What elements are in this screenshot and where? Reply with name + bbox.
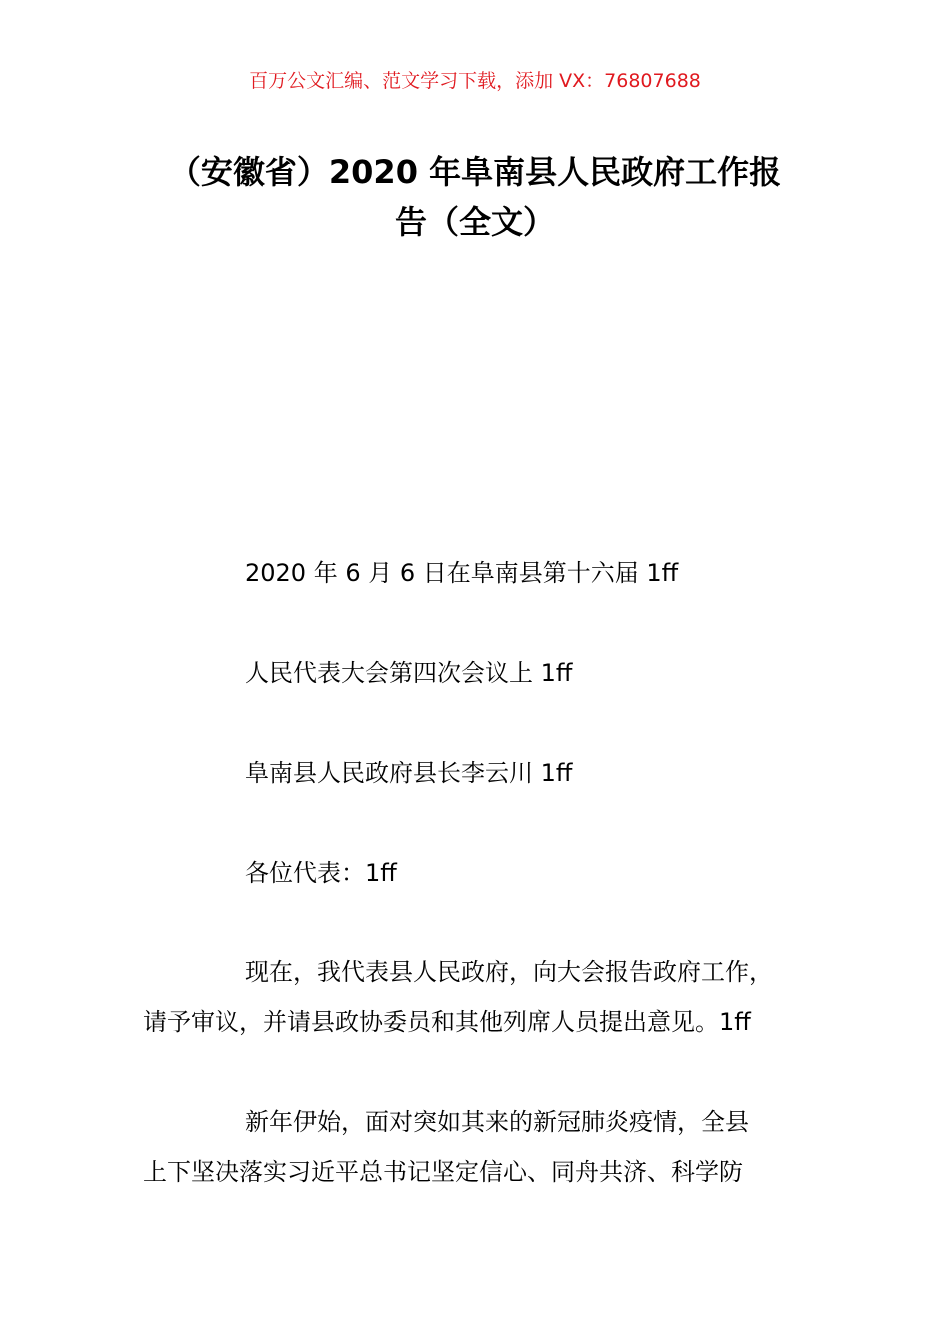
meta-meeting-line: 人民代表大会第四次会议上 1ff [245, 659, 573, 687]
salutation: 各位代表：1ff [245, 859, 397, 887]
document-title-line-2: 告（全文） [394, 203, 555, 241]
paragraph-1-line-2: 请予审议，并请县政协委员和其他列席人员提出意见。1ff [143, 1008, 751, 1036]
header-banner: 百万公文汇编、范文学习下载，添加 VX：76807688 [249, 70, 701, 92]
paragraph-2-line-1: 新年伊始，面对突如其来的新冠肺炎疫情，全县 [245, 1108, 749, 1136]
paragraph-1-line-1: 现在，我代表县人民政府，向大会报告政府工作， [245, 958, 773, 986]
meta-speaker-line: 阜南县人民政府县长李云川 1ff [245, 759, 573, 787]
paragraph-2-line-2: 上下坚决落实习近平总书记坚定信心、同舟共济、科学防 [143, 1158, 743, 1186]
meta-date-line: 2020 年 6 月 6 日在阜南县第十六届 1ff [245, 559, 679, 587]
document-title-line-1: （安徽省）2020 年阜南县人民政府工作报 [168, 153, 782, 191]
